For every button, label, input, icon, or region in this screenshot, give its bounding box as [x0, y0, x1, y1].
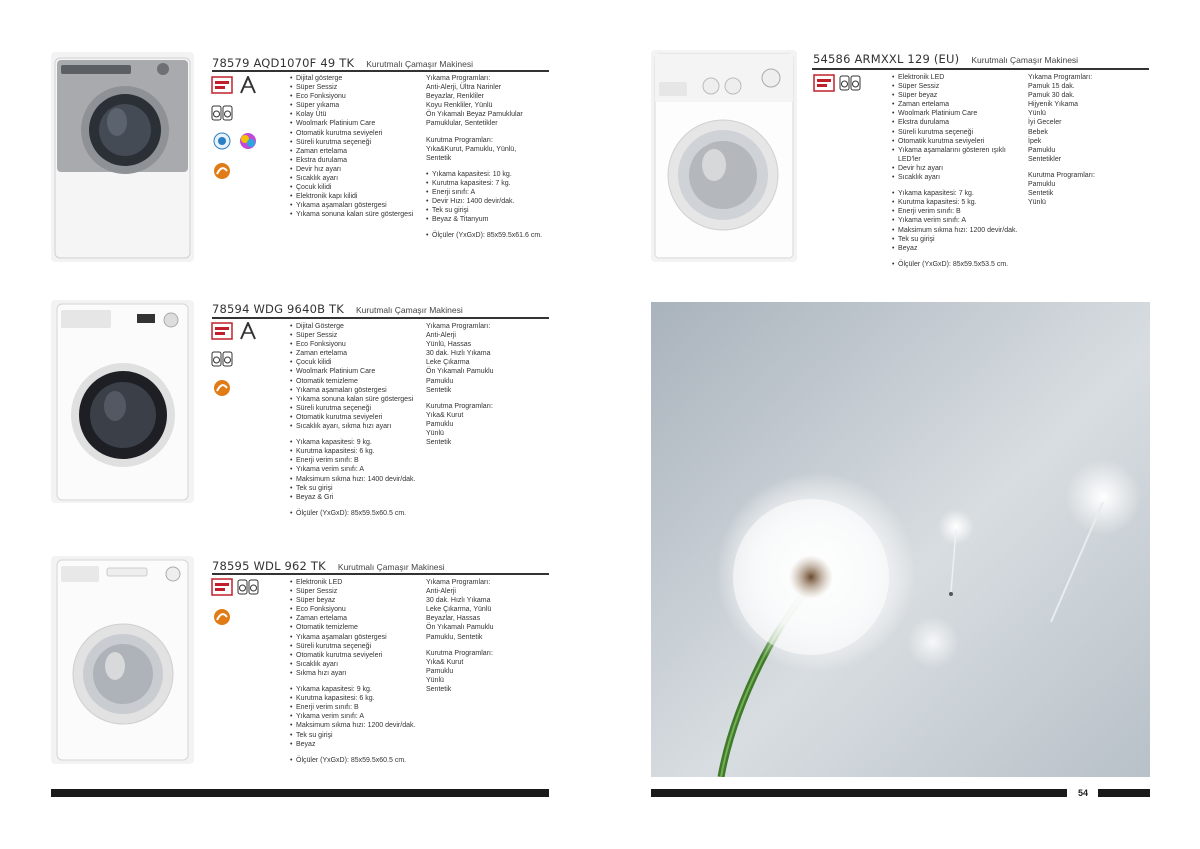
feature-item: • Çocuk kilidi [290, 358, 420, 367]
program-item: Sentetik [426, 386, 452, 394]
feature-item: • Kolay Ütü [290, 110, 420, 119]
energy-label-icon [211, 76, 233, 94]
wash-dry-icon [211, 104, 233, 122]
feature-item: • Zaman ertelama [290, 349, 420, 358]
woolmark-icon [211, 608, 233, 626]
energy-label-icon [211, 578, 233, 596]
spec-item: • Tek su girişi [290, 731, 420, 740]
program-item: Pamuk 15 dak. [1028, 83, 1075, 91]
dimensions: • Ölçüler (YxGxD): 85x59.5x61.6 cm. [426, 231, 551, 240]
drying-program-item: Yıka&Kurut, Pamuklu, Yünlü, [426, 145, 517, 153]
feature-item: • Eco Fonksiyonu [290, 92, 420, 101]
feature-item: • Sıcaklık ayarı, sıkma hızı ayarı [290, 422, 420, 431]
spec-item: • Kurutma kapasitesi: 5 kg. [892, 198, 1024, 207]
drying-programs-heading: Kurutma Programları: [426, 136, 493, 144]
drying-program-item: Pamuklu [426, 667, 454, 675]
dimensions: • Ölçüler (YxGxD): 85x59.5x60.5 cm. [290, 756, 420, 765]
product-photo-2 [51, 300, 194, 503]
drying-programs-heading: Kurutma Programları: [426, 402, 493, 410]
programs-heading: Yıkama Programları: [426, 579, 491, 586]
spec-item: • Devir Hızı: 1400 devir/dak. [426, 197, 551, 206]
program-item: Sentetikler [1028, 155, 1062, 163]
feature-item: • Süreli kurutma seçeneği [290, 642, 420, 651]
program-item: Ön Yıkamalı Pamuklu [426, 368, 494, 376]
title-rule [212, 573, 549, 575]
feature-item: • Süper Sessiz [290, 83, 420, 92]
feature-item: • Dijital Gösterge [290, 322, 420, 331]
feature-item: • Yıkama aşamaları göstergesi [290, 633, 420, 642]
drying-program-item: Sentetik [1028, 190, 1054, 198]
spec-item: • Enerji verim sınıfı: B [290, 703, 420, 712]
feature-item: • Eco Fonksiyonu [290, 605, 420, 614]
feature-item: • Süreli kurutma seçeneği [290, 138, 420, 147]
feature-item: • Sıcaklık ayarı [290, 660, 420, 669]
program-item: Anti-Alerji [426, 588, 456, 596]
drying-program-item: Sentetik [426, 439, 452, 447]
feature-item: • Eco Fonksiyonu [290, 340, 420, 349]
spec-item: • Yıkama kapasitesi: 7 kg. [892, 189, 1024, 198]
feature-item: • Ekstra durulama [892, 118, 1024, 127]
energy-label-icon [211, 322, 233, 340]
feature-item: • Yıkama sonuna kalan süre göstergesi [290, 395, 420, 404]
feature-item: • Yıkama sonuna kalan süre göstergesi [290, 210, 420, 219]
feature-item: • Süper beyaz [290, 596, 420, 605]
spec-item: • Yıkama kapasitesi: 9 kg. [290, 685, 420, 694]
spec-list [290, 438, 420, 502]
wash-dry-icon [237, 578, 259, 596]
spec-item: • Tek su girişi [426, 206, 551, 215]
dimensions: • Ölçüler (YxGxD): 85x59.5x60.5 cm. [290, 509, 420, 518]
product-category: Kurutmalı Çamaşır Makinesi [971, 55, 1079, 65]
page-number: 54 [1078, 788, 1089, 798]
feature-list [290, 322, 420, 431]
feature-item: • Otomatik kurutma seviyeleri [892, 137, 1024, 146]
spec-item: • Kurutma kapasitesi: 7 kg. [426, 179, 551, 188]
product-model: 78595 WDL 962 TK [212, 559, 326, 573]
right-page-footer-bar-end [1098, 789, 1150, 797]
feature-list [290, 74, 420, 220]
spec-item: • Beyaz [290, 740, 420, 749]
spec-item: • Enerji verim sınıfı: B [290, 456, 420, 465]
feature-item: • Süper Sessiz [290, 587, 420, 596]
woolmark-icon [211, 379, 233, 397]
program-item: Bebek [1028, 128, 1048, 136]
spec-list [290, 685, 420, 749]
product-photo-1 [51, 52, 194, 262]
program-item: Koyu Renkliler, Yünlü [426, 102, 493, 110]
feature-item: • Süreli kurutma seçeneği [290, 404, 420, 413]
drying-program-item: Sentetik [426, 686, 452, 694]
spec-item: • Beyaz & Gri [290, 493, 420, 502]
feature-item: • Sıcaklık ayarı [892, 173, 1024, 182]
feature-item: • Otomatik kurutma seviyeleri [290, 651, 420, 660]
feature-item: • Zaman ertelama [290, 147, 420, 156]
spec-item: • Yıkama verim sınıfı: A [892, 216, 1024, 225]
dimensions: • Ölçüler (YxGxD): 85x59.5x53.5 cm. [892, 260, 1024, 269]
program-item: Beyazlar, Renkliler [426, 93, 484, 101]
feature-item: • Elektronik LED [892, 73, 1024, 82]
title-rule [212, 317, 549, 319]
spec-list [426, 170, 551, 225]
program-item: Anti-Alerji, Ültra Narinler [426, 84, 502, 92]
drying-program-item: Yıka& Kurut [426, 411, 464, 419]
drying-program-item: Yünlü [1028, 199, 1046, 207]
title-rule [212, 70, 549, 72]
spec-item: • Beyaz [892, 244, 1024, 253]
product-model: 54586 ARMXXL 129 (EU) [813, 52, 960, 66]
program-item: 30 dak. Hızlı Yıkama [426, 350, 491, 358]
programs-heading: Yıkama Programları: [426, 75, 491, 82]
feature-list [892, 73, 1024, 182]
program-item: Ön Yıkamalı Beyaz Pamuklular [426, 111, 523, 119]
program-item: Pamuk 30 dak. [1028, 92, 1075, 100]
program-item: 30 dak. Hızlı Yıkama [426, 597, 491, 605]
program-item: Pamuklu [426, 377, 454, 385]
feature-item: • Süper beyaz [892, 91, 1024, 100]
feature-item: • Otomatik temizleme [290, 623, 420, 632]
feature-item: • Elektronik LED [290, 578, 420, 587]
program-item: İpek [1028, 137, 1042, 145]
eco-wash-icon [211, 132, 233, 150]
product-category: Kurutmalı Çamaşır Makinesi [337, 562, 445, 572]
feature-item: • Sıcaklık ayarı [290, 174, 420, 183]
spec-item: • Maksimum sıkma hızı: 1200 devir/dak. [290, 721, 420, 730]
feature-item: • Otomatik temizleme [290, 377, 420, 386]
dandelion-photo [651, 302, 1150, 777]
product-model: 78594 WDG 9640B TK [212, 302, 345, 316]
program-item: Yünlü [1028, 110, 1046, 118]
program-item: İyi Geceler [1028, 119, 1062, 127]
feature-item: • Ekstra durulama [290, 156, 420, 165]
drying-programs-heading: Kurutma Programları: [426, 649, 493, 657]
washer-dryer-image-4 [651, 50, 797, 262]
woolmark-icon [211, 162, 233, 180]
washer-dryer-image-1 [51, 52, 194, 262]
energy-label-icon [813, 74, 835, 92]
drying-program-item: Yıka& Kurut [426, 658, 464, 666]
drying-program-item: Pamuklu [1028, 181, 1056, 189]
product-category: Kurutmalı Çamaşır Makinesi [366, 59, 473, 69]
feature-item: • Devir hız ayarı [892, 164, 1024, 173]
feature-item: • Yıkama aşamaları göstergesi [290, 201, 420, 210]
color-care-icon [237, 132, 259, 150]
feature-item: • Zaman ertelama [892, 100, 1024, 109]
wash-dry-icon [839, 74, 861, 92]
product-photo-4 [651, 50, 797, 262]
drying-program-item: Pamuklu [426, 420, 454, 428]
drying-programs-heading: Kurutma Programları: [1028, 171, 1095, 179]
feature-item: • Süper yıkama [290, 101, 420, 110]
spec-list [892, 189, 1024, 253]
feature-item: • Elektronik kapı kilidi [290, 192, 420, 201]
feature-item: • Woolmark Platinium Care [290, 367, 420, 376]
programs-heading: Yıkama Programları: [426, 323, 491, 330]
program-item: Pamuklular, Sentetikler [426, 120, 498, 128]
feature-item: • Otomatik kurutma seviyeleri [290, 413, 420, 422]
program-item: Pamuklu, Sentetik [426, 633, 483, 641]
spec-item: • Tek su girişi [892, 235, 1024, 244]
programs-heading: Yıkama Programları: [1028, 74, 1093, 81]
spec-item: • Maksimum sıkma hızı: 1200 devir/dak. [892, 226, 1024, 235]
program-item: Leke Çıkarma, Yünlü [426, 606, 492, 614]
feature-item: • Woolmark Platinium Care [290, 119, 420, 128]
feature-list [290, 578, 420, 678]
spec-item: • Kurutma kapasitesi: 6 kg. [290, 447, 420, 456]
spec-item: • Yıkama verim sınıfı: A [290, 712, 420, 721]
feature-item: • Çocuk kilidi [290, 183, 420, 192]
program-item: Yünlü, Hassas [426, 341, 472, 349]
program-item: Hijyenik Yıkama [1028, 101, 1079, 109]
energy-class-a-icon [237, 76, 259, 94]
program-item: Anti-Alerji [426, 332, 456, 340]
spec-item: • Enerji sınıfı: A [426, 188, 551, 197]
feature-item: • Süper Sessiz [892, 82, 1024, 91]
feature-item: • Woolmark Platinium Care [892, 109, 1024, 118]
program-item: Beyazlar, Hassas [426, 615, 481, 623]
feature-item: • Yıkama aşamaları göstergesi [290, 386, 420, 395]
title-rule [812, 68, 1149, 70]
drying-program-item: Yünlü [426, 676, 444, 684]
feature-item: • Süper Sessiz [290, 331, 420, 340]
drying-program-item: Sentetik [426, 154, 452, 162]
energy-class-a-icon [237, 322, 259, 340]
spec-item: • Enerji verim sınıfı: B [892, 207, 1024, 216]
feature-item: • Devir hız ayarı [290, 165, 420, 174]
feature-item: • Sıkma hızı ayarı [290, 669, 420, 678]
wash-dry-icon [211, 350, 233, 368]
program-item: Pamuklu [1028, 146, 1056, 154]
spec-item: • Beyaz & Titanyum [426, 215, 551, 224]
washer-dryer-image-3 [51, 556, 194, 764]
spec-item: • Kurutma kapasitesi: 6 kg. [290, 694, 420, 703]
spec-item: • Tek su girişi [290, 484, 420, 493]
program-item: Ön Yıkamalı Pamuklu [426, 624, 494, 632]
program-item: Leke Çıkarma [426, 359, 470, 367]
feature-item: • Süreli kurutma seçeneği [892, 128, 1024, 137]
spec-item: • Maksimum sıkma hızı: 1400 devir/dak. [290, 475, 420, 484]
left-page-footer-bar [51, 789, 549, 797]
product-category: Kurutmalı Çamaşır Makinesi [356, 305, 463, 315]
drying-program-item: Yünlü [426, 430, 444, 438]
feature-item: • Zaman ertelama [290, 614, 420, 623]
spec-item: • Yıkama kapasitesi: 10 kg. [426, 170, 551, 179]
spec-item: • Yıkama verim sınıfı: A [290, 465, 420, 474]
product-photo-3 [51, 556, 194, 764]
product-model: 78579 AQD1070F 49 TK [212, 56, 355, 70]
feature-item: • Dijital gösterge [290, 74, 420, 83]
feature-item: • Otomatik kurutma seviyeleri [290, 129, 420, 138]
washer-dryer-image-2 [51, 300, 194, 503]
right-page-footer-bar [651, 789, 1067, 797]
spec-item: • Yıkama kapasitesi: 9 kg. [290, 438, 420, 447]
feature-item: • Yıkama aşamalarını gösteren ışıklı LED'ler [892, 146, 1024, 164]
